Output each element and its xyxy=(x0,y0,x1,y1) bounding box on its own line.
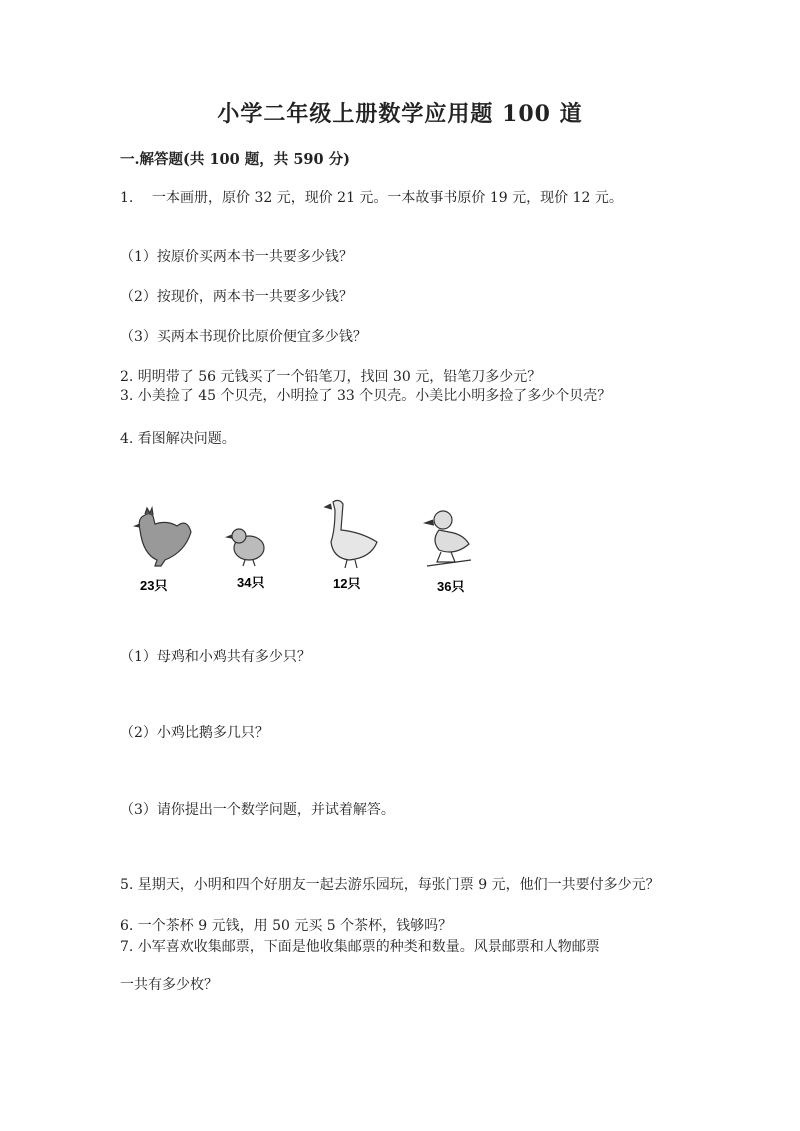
question-1-part-1: （1）按原价买两本书一共要多少钱？ xyxy=(120,249,353,265)
question-4-part-1: （1）母鸡和小鸡共有多少只？ xyxy=(120,649,311,665)
goose-count-label: 12只 xyxy=(333,576,361,591)
question-1-part-3: （3）买两本书现价比原价便宜多少钱？ xyxy=(120,329,367,345)
section-heading: 一.解答题(共 100 题，共 590 分) xyxy=(120,151,350,168)
chick-icon xyxy=(227,529,264,566)
question-7-continued: 一共有多少枚？ xyxy=(120,977,218,993)
question-3: 3. 小美捡了 45 个贝壳，小明捡了 33 个贝壳。小美比小明多捡了多少个贝壳？ xyxy=(120,388,612,404)
question-1-part-2: （2）按现价，两本书一共要多少钱？ xyxy=(120,289,353,305)
animal-figure xyxy=(125,490,485,600)
question-5: 5. 星期天，小明和四个好朋友一起去游乐园玩，每张门票 9 元，他们一共要付多少元？ xyxy=(120,877,660,893)
question-4-part-3: （3）请你提出一个数学问题，并试着解答。 xyxy=(120,802,395,818)
question-7: 7. 小军喜欢收集邮票，下面是他收集邮票的种类和数量。风景邮票和人物邮票 xyxy=(120,939,600,955)
question-1-number: 1. xyxy=(120,190,134,206)
duck-count-label: 36只 xyxy=(437,579,465,594)
question-1 xyxy=(120,189,623,207)
hen-count-label: 23只 xyxy=(140,578,168,593)
chick-count-label: 34只 xyxy=(237,575,265,590)
duck-icon xyxy=(425,511,471,566)
question-4-part-2: （2）小鸡比鹅多几只？ xyxy=(120,725,269,741)
question-4: 4. 看图解决问题。 xyxy=(120,431,236,447)
question-2: 2. 明明带了 56 元钱买了一个铅笔刀，找回 30 元，铅笔刀多少元？ xyxy=(120,369,542,385)
page-title: 小学二年级上册数学应用题 100 道 xyxy=(217,101,583,127)
goose-icon xyxy=(325,500,377,568)
question-1-text: 一本画册，原价 32 元，现价 21 元。一本故事书原价 19 元，现价 12 元。 xyxy=(152,190,623,206)
hen-icon xyxy=(135,508,191,566)
question-6: 6. 一个茶杯 9 元钱，用 50 元买 5 个茶杯，钱够吗？ xyxy=(120,918,453,934)
